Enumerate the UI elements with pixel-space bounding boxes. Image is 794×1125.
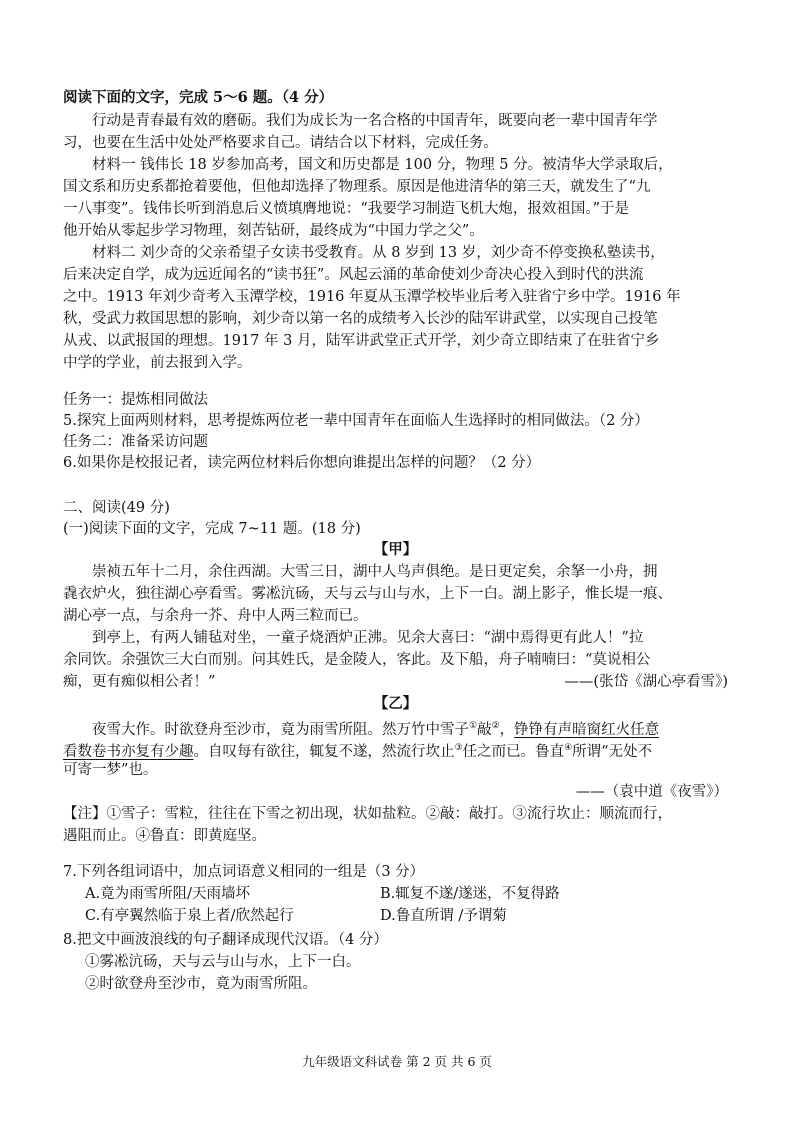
question-5: 5.探究上面两则材料，思考提炼两位老一辈中国青年在面临人生选择时的相同做法。（2 分）	[63, 413, 649, 429]
material2-line-6: 中学的学业，前去报到入学。	[63, 355, 252, 371]
material1-line-3: 一八事变”。钱伟长听到消息后义愤填膺地说：“我要学习制造飞机大炮，报效祖国。”于是	[63, 201, 629, 217]
question-6: 6.如果你是校报记者，读完两位材料后你想向谁提出怎样的问题？（2 分）	[63, 455, 541, 471]
task1-label: 任务一：提炼相同做法	[63, 392, 208, 408]
jia-source: ——(张岱《湖心亭看雪》)	[564, 674, 728, 690]
material1-line-2: 国文系和历史系都抢着要他，但他却选择了物理系。原因是他进清华的第三天，就发生了“九	[63, 179, 651, 195]
yi-text-d: 。自叹每有欲往，辄复不遂，然流行坎止	[193, 743, 455, 760]
material2-line-4: 秋，受武力救国思想的影响，刘少奇以第一名的成绩考入长沙的陆军讲武堂，以实现自己投笔	[63, 311, 658, 327]
note-marker-4: ④	[564, 743, 573, 753]
jia-line-2: 毳衣炉火，独往湖心亭看雪。雾凇沆砀，天与云与山与水，上下一白。湖上影子，惟长堤一痕、	[63, 586, 672, 602]
material2-line-2: 后来决定自学，成为远近闻名的“读书狂”。风起云涌的革命使刘少奇决心投入到时代的洪流	[63, 267, 644, 283]
q7-option-d: D.鲁直所谓 /予谓菊	[380, 908, 507, 924]
yi-text-c: ，	[499, 721, 515, 738]
yi-line-1	[92, 716, 728, 740]
question-8: 8.把文中画波浪线的句子翻译成现代汉语。（4 分）	[63, 932, 388, 948]
note-marker-2: ②	[491, 721, 500, 731]
section2-subheader: (一)阅读下面的文字，完成 7~11 题。(18 分)	[63, 521, 361, 537]
question-7: 7.下列各组词语中，加点词语意义相同的一组是（3 分）	[63, 864, 425, 880]
yi-line-2	[63, 738, 728, 762]
material2-line-5: 从戎、以武报国的理想。1917 年 3 月，陆军讲武堂正式开学，刘少奇立即结束了在驻省宁乡	[63, 333, 660, 349]
note-line-2: 遇阻而止。④鲁直：即黄庭坚。	[63, 828, 266, 844]
wavy-underlined-sentence-part-1: 铮铮有声暗窗红火任意	[514, 721, 660, 738]
section1-header: 阅读下面的文字，完成 5～6 题。（4 分）	[63, 89, 334, 106]
wavy-underlined-sentence-part-2: 看数卷书亦复有少趣	[63, 743, 194, 760]
yi-line-3: 可寄一梦”也。	[63, 762, 158, 778]
intro-line-1: 行动是青春最有效的磨砺。我们为成长为一名合格的中国青年，既要向老一辈中国青年学	[92, 113, 658, 129]
passage-jia-title: 【甲】	[373, 541, 418, 558]
note-line-1: 【注】①雪子：雪粒，往往在下雪之初出现，状如盐粒。②敲：敲打。③流行坎止：顺流而行，	[63, 806, 672, 822]
jia-line-5: 余同饮。余强饮三大白而别。问其姓氏，是金陵人，客此。及下船，舟子喃喃曰：“莫说相公	[63, 652, 651, 668]
material2-line-3: 之中。1913 年刘少奇考入玉潭学校，1916 年夏从玉潭学校毕业后考入驻省宁乡中学。1916 年	[63, 289, 681, 305]
jia-line-1: 崇祯五年十二月，余住西湖。大雪三日，湖中人鸟声俱绝。是日更定矣，余拏一小舟，拥	[92, 564, 658, 580]
jia-line-3: 湖心亭一点，与余舟一芥、舟中人两三粒而已。	[63, 608, 368, 624]
material1-line-4: 他开始从零起步学习物理，刻苦钻研，最终成为“中国力学之父”。	[63, 223, 484, 239]
q8-item-1: ①雾凇沆砀，天与云与山与水，上下一白。	[85, 954, 361, 970]
jia-line-6: 痴，更有痴似相公者！”	[63, 674, 216, 690]
q8-item-2: ②时欲登舟至沙市，竟为雨雪所阻。	[85, 976, 317, 992]
material2-line-1: 材料二 刘少奇的父亲希望子女读书受教育。从 8 岁到 13 岁，刘少奇不停变换私塾读书，	[92, 245, 665, 261]
yi-text-b: 敲	[477, 721, 492, 738]
intro-line-2: 习，也要在生活中处处严格要求自己。请结合以下材料，完成任务。	[63, 135, 498, 151]
task2-label: 任务二：准备采访问题	[63, 434, 208, 450]
section2-header: 二、阅读(49 分)	[63, 500, 170, 516]
yi-text-a: 夜雪大作。时欲登舟至沙市，竟为雨雪所阻。然万竹中雪子	[92, 721, 469, 738]
page-footer: 九年级语文科试卷 第 2 页 共 6 页	[302, 1054, 492, 1069]
q7-option-a: A.竟为雨雪所阻/天雨墙坏	[85, 886, 250, 902]
jia-line-4: 到亭上，有两人铺毡对坐，一童子烧酒炉正沸。见余大喜曰：“湖中焉得更有此人！”拉	[92, 630, 644, 646]
passage-yi-title: 【乙】	[373, 695, 418, 712]
q7-option-b: B.辄复不遂/遂迷，不复得路	[380, 886, 560, 902]
yi-text-f: 所谓“无处不	[572, 743, 653, 760]
yi-source: ——（袁中道《夜雪》）	[575, 784, 728, 800]
yi-text-e: 任之而已。鲁直	[462, 743, 565, 760]
note-marker-3: ③	[454, 743, 463, 753]
material1-line-1: 材料一 钱伟长 18 岁参加高考，国文和历史都是 100 分，物理 5 分。被清华大学录取后，	[92, 157, 673, 173]
q7-option-c: C.有亭翼然临于泉上者/欣然起行	[85, 908, 294, 924]
note-marker-1: ①	[469, 721, 478, 731]
